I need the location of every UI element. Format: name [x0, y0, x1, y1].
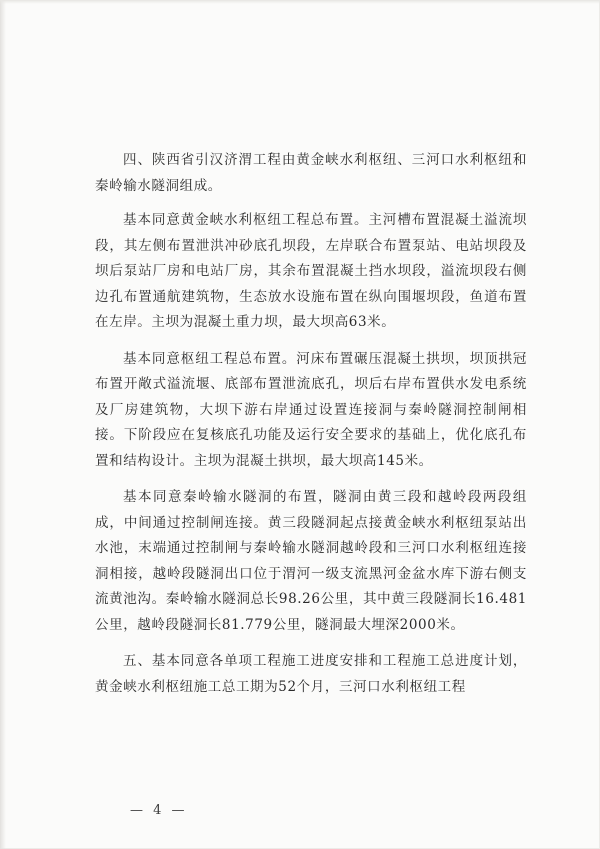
paragraph-qinling-tunnel: 基本同意秦岭输水隧洞的布置，隧洞由黄三段和越岭段两段组成，中间通过控制闸连接。黄三段隧洞起点接黄金峡水利枢纽泵站出水池，末端通过控制闸与秦岭输水隧洞越岭段和三河口水利枢纽连接洞相接，越岭段隧洞出口位于渭河一级支流黑河金盆水库下游右侧支流黄池沟。秦岭输水隧洞总长98.26公里，其中黄三段隧洞长16.481公里，越岭段隧洞长81.779公里，隧洞最大埋深2000米。 [95, 489, 527, 633]
page-number: — 4 — [130, 803, 188, 818]
section-four-heading: 四、陕西省引汉济渭工程由黄金峡水利枢纽、三河口水利枢纽和秦岭输水隧洞组成。 [95, 152, 527, 194]
scan-edge-top [0, 0, 600, 4]
paragraph-hub-layout: 基本同意枢纽工程总布置。河床布置碾压混凝土拱坝，坝顶拱冠布置开敞式溢流堰、底部布置泄流底孔，坝后右岸布置供水发电系统及厂房建筑物，大坝下游右岸通过设置连接洞与秦岭隧洞控制闸相接。下阶段应在复核底孔功能及运行安全要求的基础上，优化底孔布置和结构设计。主坝为混凝土拱坝，最大坝高145米。 [95, 350, 527, 469]
document-body [95, 148, 527, 711]
scan-edge-left [0, 0, 6, 849]
paragraph-huangjinxia-layout: 基本同意黄金峡水利枢纽工程总布置。主河槽布置混凝土溢流坝段，其左侧布置泄洪冲砂底孔坝段，左岸联合布置泵站、电站坝段及坝后泵站厂房和电站厂房，其余布置混凝土挡水坝段，溢流坝段右侧边孔布置通航建筑物，生态放水设施布置在纵向围堰坝段，鱼道布置在左岸。主坝为混凝土重力坝，最大坝高63米。 [95, 212, 527, 330]
section-five-schedule: 五、基本同意各单项工程施工进度安排和工程施工总进度计划，黄金峡水利枢纽施工总工期为52个月，三河口水利枢纽工程 [95, 653, 527, 695]
